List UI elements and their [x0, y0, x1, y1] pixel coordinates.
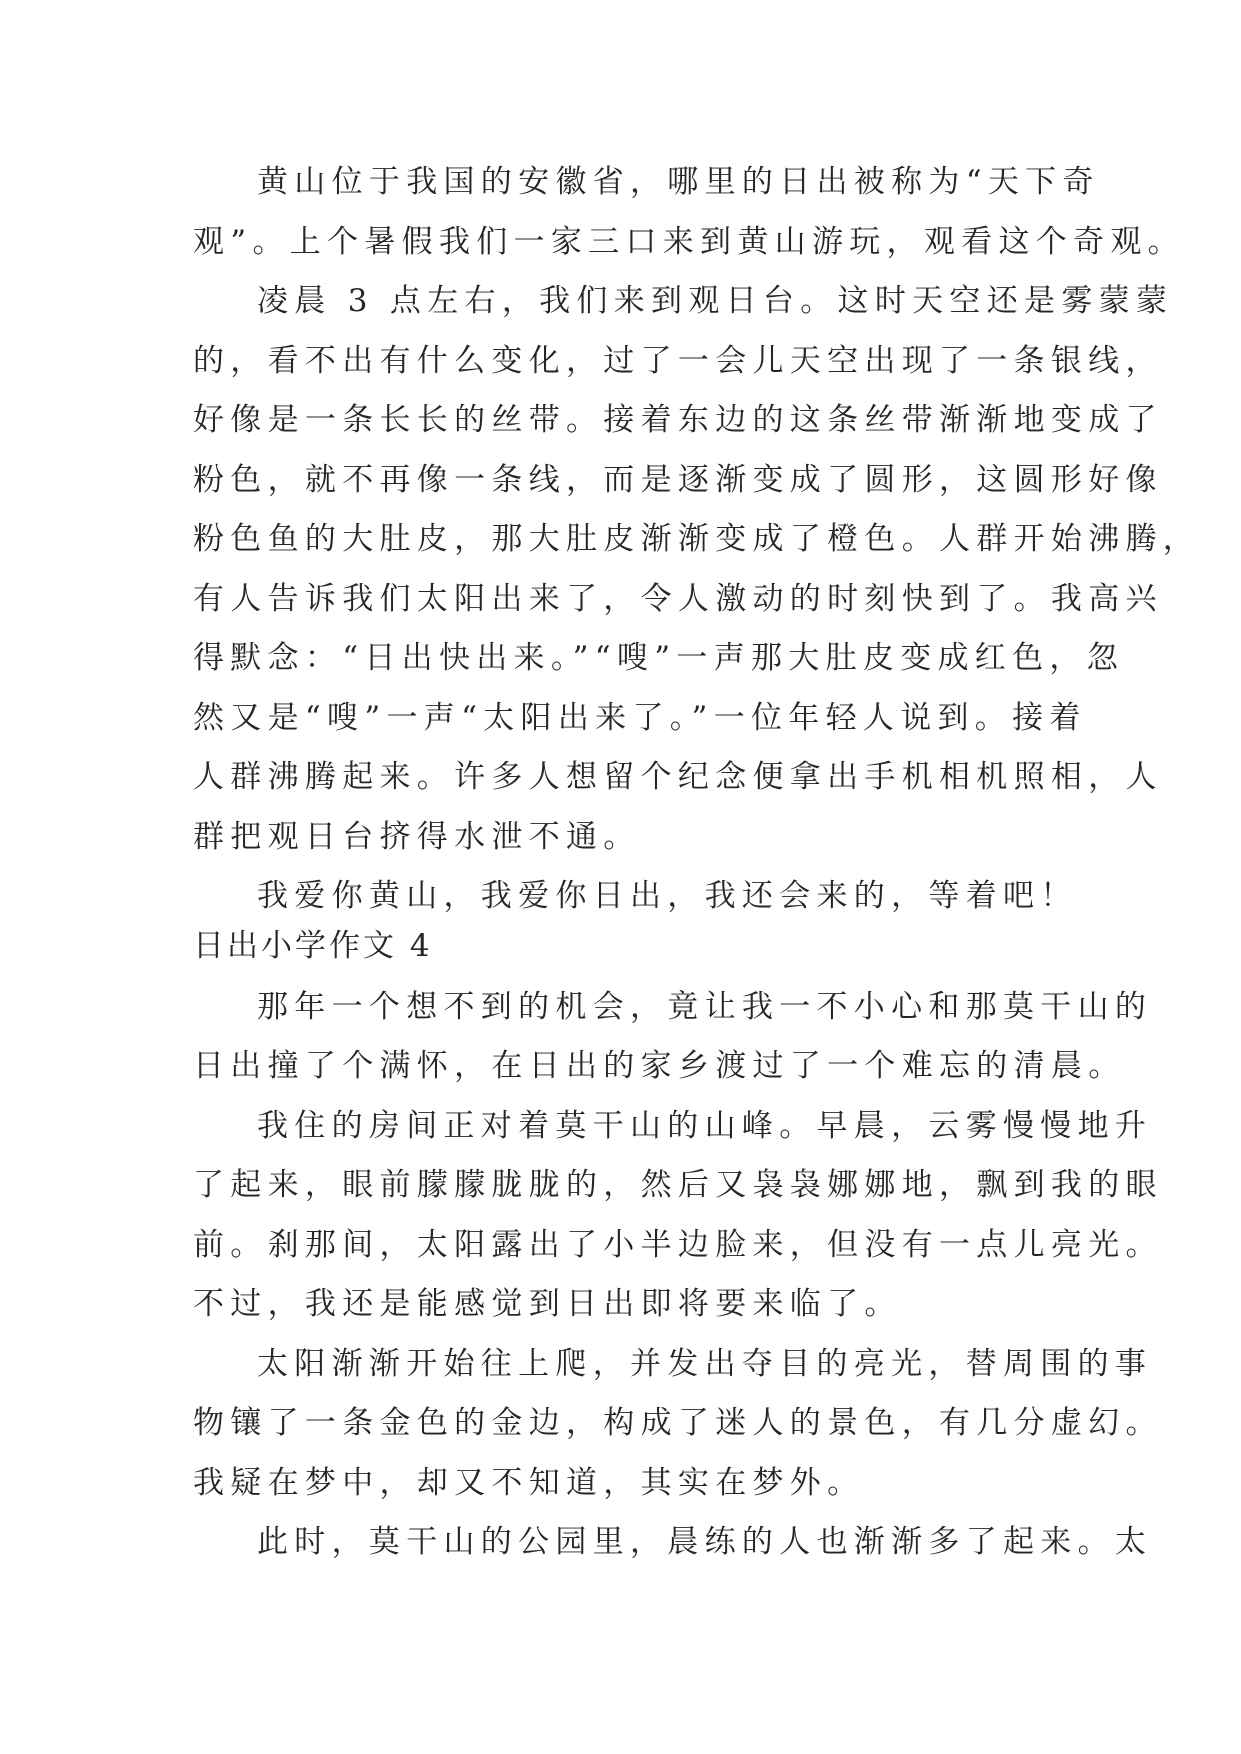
paragraph-line: 那年一个想不到的机会，竟让我一不小心和那莫干山的: [257, 989, 1153, 1025]
paragraph-line: 人群沸腾起来。许多人想留个纪念便拿出手机相机照相，人: [193, 759, 1163, 795]
paragraph-line: 凌晨 3 点左右，我们来到观日台。这时天空还是雾蒙蒙: [257, 283, 1174, 319]
paragraph-line: 黄山位于我国的安徽省，哪里的日出被称为“天下奇: [257, 164, 1100, 200]
paragraph-line: 日出撞了个满怀，在日出的家乡渡过了一个难忘的清晨。: [193, 1048, 1126, 1084]
paragraph-line: 观”。上个暑假我们一家三口来到黄山游玩，观看这个奇观。: [193, 224, 1185, 260]
paragraph-line: 然又是“嗖”一声“太阳出来了。”一位年轻人说到。接着: [193, 700, 1087, 736]
paragraph-line: 有人告诉我们太阳出来了，令人激动的时刻快到了。我高兴: [193, 581, 1163, 617]
paragraph-line: 了起来，眼前朦朦胧胧的，然后又袅袅娜娜地，飘到我的眼: [193, 1167, 1163, 1203]
paragraph-line: 得默念：“日出快出来。”“嗖”一声那大肚皮变成红色，忽: [193, 640, 1124, 676]
paragraph-line: 的，看不出有什么变化，过了一会儿天空出现了一条银线，: [193, 343, 1163, 379]
paragraph-line: 群把观日台挤得水泄不通。: [193, 819, 641, 855]
paragraph-line: 粉色，就不再像一条线，而是逐渐变成了圆形，这圆形好像: [193, 462, 1163, 498]
paragraph-line: 前。刹那间，太阳露出了小半边脸来，但没有一点儿亮光。: [193, 1227, 1163, 1263]
paragraph-line: 好像是一条长长的丝带。接着东边的这条丝带渐渐地变成了: [193, 402, 1163, 438]
paragraph-line: 我爱你黄山，我爱你日出，我还会来的，等着吧！: [257, 878, 1078, 914]
paragraph-line: 我住的房间正对着莫干山的山峰。早晨，云雾慢慢地升: [257, 1108, 1153, 1144]
paragraph-line: 不过，我还是能感觉到日出即将要来临了。: [193, 1286, 902, 1322]
paragraph-line: 太阳渐渐开始往上爬，并发出夺目的亮光，替周围的事: [257, 1346, 1153, 1382]
paragraph-line: 我疑在梦中，却又不知道，其实在梦外。: [193, 1465, 865, 1501]
paragraph-line: 粉色鱼的大肚皮，那大肚皮渐渐变成了橙色。人群开始沸腾，: [193, 521, 1201, 557]
paragraph-line: 物镶了一条金色的金边，构成了迷人的景色，有几分虚幻。: [193, 1405, 1163, 1441]
section-heading: 日出小学作文 4: [193, 928, 433, 964]
paragraph-line: 此时，莫干山的公园里，晨练的人也渐渐多了起来。太: [257, 1524, 1153, 1560]
